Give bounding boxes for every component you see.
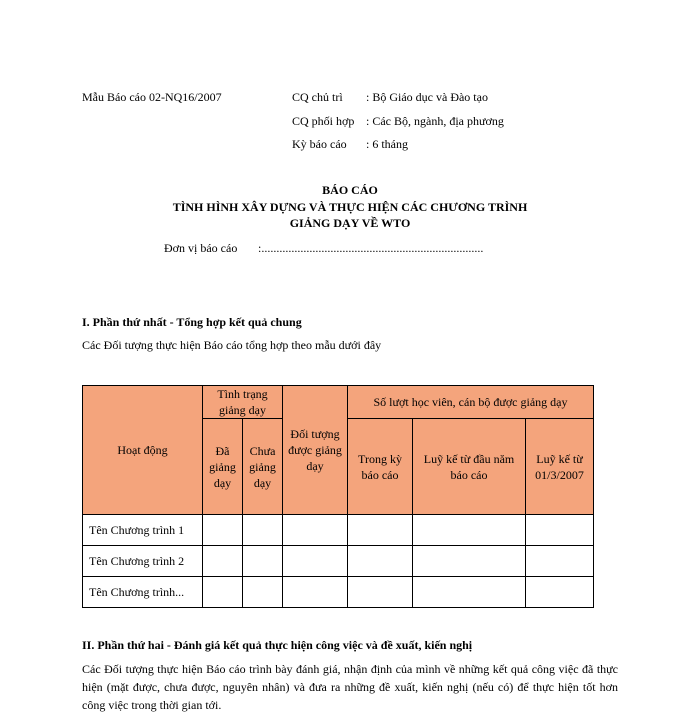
table-cell <box>203 515 243 546</box>
table-cell <box>243 577 283 608</box>
section1-heading: I. Phần thứ nhất - Tổng hợp kết quả chung <box>82 315 302 329</box>
form-code: Mẫu Báo cáo 02-NQ16/2007 <box>82 90 222 104</box>
table-cell <box>348 515 413 546</box>
table-cell <box>413 577 526 608</box>
table-cell <box>413 546 526 577</box>
header-count: Số lượt học viên, cán bộ được giảng dạy <box>348 386 594 419</box>
table-cell <box>526 546 594 577</box>
table-cell <box>526 515 594 546</box>
header-since: Luỹ kế từ 01/3/2007 <box>526 419 594 515</box>
report-title-line1: BÁO CÁO <box>322 183 378 197</box>
report-title-line3: GIẢNG DẠY VỀ WTO <box>289 216 411 230</box>
reporting-unit-label: Đơn vị báo cáo <box>164 241 238 255</box>
report-title-line2: TÌNH HÌNH XÂY DỰNG VÀ THỰC HIỆN CÁC CHƯƠNG TRÌNH <box>172 200 528 214</box>
meta-value-host: : Bộ Giáo dục và Đào tạo <box>366 90 488 104</box>
table-cell <box>283 577 348 608</box>
meta-value-period: : 6 tháng <box>366 137 408 151</box>
meta-key-period: Kỳ báo cáo <box>292 137 347 151</box>
table-row <box>83 546 594 577</box>
table-cell <box>413 515 526 546</box>
meta-key-host: CQ chủ trì <box>292 90 343 104</box>
row-label: Tên Chương trình 1 <box>83 515 203 546</box>
table-cell <box>526 577 594 608</box>
reporting-unit-value: :.......................................................................... <box>258 241 484 255</box>
meta-row-host <box>82 90 642 106</box>
meta-row-partner <box>82 114 642 130</box>
table-cell <box>203 577 243 608</box>
meta-value-partner: : Các Bộ, ngành, địa phương <box>366 114 504 128</box>
header-in-period: Trong kỳ báo cáo <box>348 419 413 515</box>
header-target: Đối tượng được giảng dạy <box>283 386 348 515</box>
table-row <box>83 515 594 546</box>
table-cell <box>243 515 283 546</box>
header-not-taught: Chưa giảng dạy <box>243 419 283 515</box>
meta-key-partner: CQ phối hợp <box>292 114 355 128</box>
table-cell <box>283 546 348 577</box>
summary-table <box>82 385 594 608</box>
table-cell <box>283 515 348 546</box>
header-activity: Hoạt động <box>83 386 203 515</box>
table-cell <box>203 546 243 577</box>
header-status: Tình trạng giảng dạy <box>203 386 283 419</box>
table-cell <box>348 546 413 577</box>
header-ytd: Luỹ kế từ đầu năm báo cáo <box>413 419 526 515</box>
section2-body: Các Đối tượng thực hiện Báo cáo trình bày đánh giá, nhận định của mình về những kết quả công việc đã thực hiện (mặt được, chưa được, nguyên nhân) và đưa ra những đề xuất, kiến nghị (nếu có) để thực hiện tốt hơn công việc trong thời gian tới. <box>82 662 618 712</box>
row-label: Tên Chương trình 2 <box>83 546 203 577</box>
table-cell <box>348 577 413 608</box>
table-row <box>83 577 594 608</box>
section1-intro: Các Đối tượng thực hiện Báo cáo tổng hợp theo mẫu dưới đây <box>82 338 382 352</box>
meta-row-period <box>82 137 642 153</box>
section2-heading: II. Phần thứ hai - Đánh giá kết quả thực hiện công việc và đề xuất, kiến nghị <box>82 638 473 652</box>
table-cell <box>243 546 283 577</box>
row-label: Tên Chương trình... <box>83 577 203 608</box>
header-taught: Đã giảng dạy <box>203 419 243 515</box>
